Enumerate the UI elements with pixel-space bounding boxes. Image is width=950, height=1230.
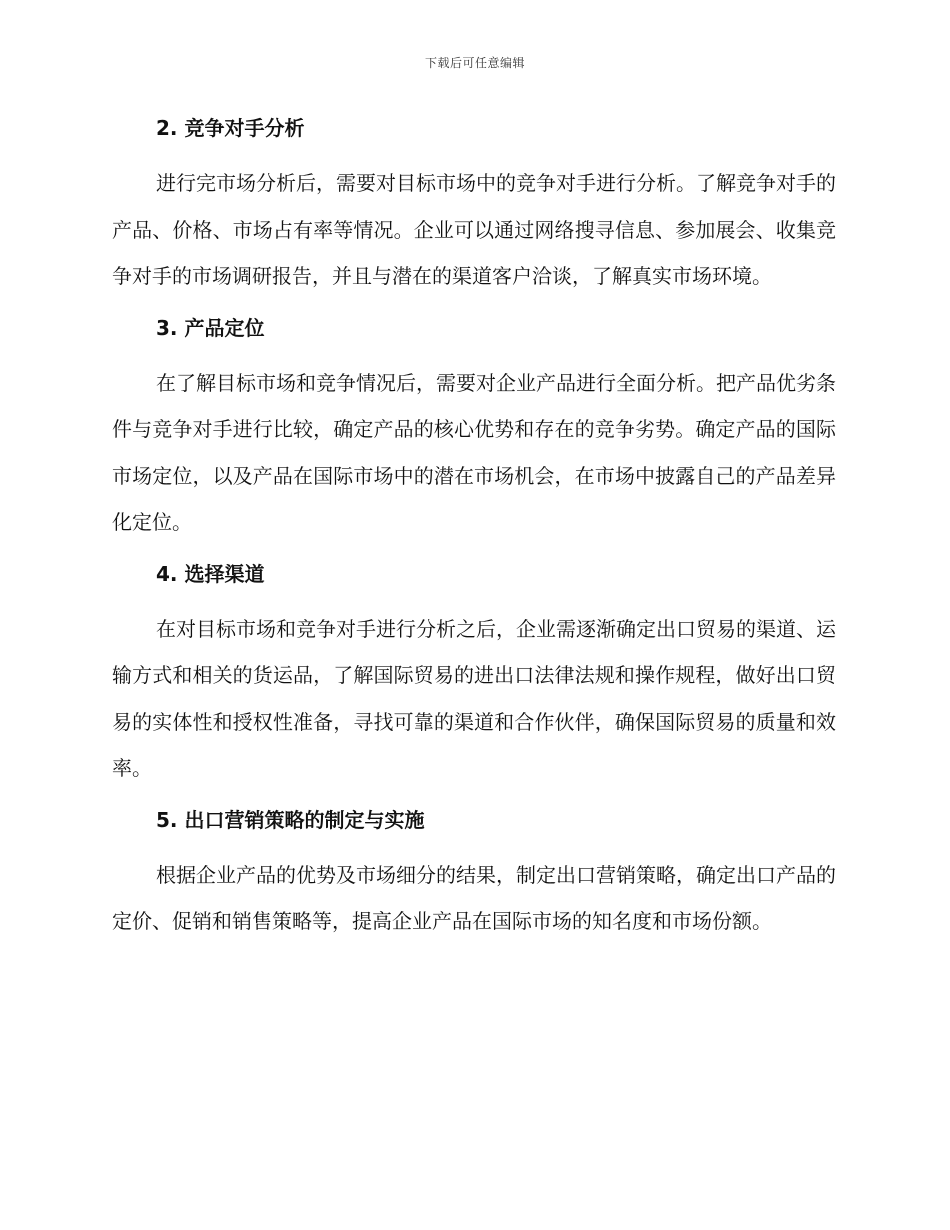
section-paragraph: 进行完市场分析后，需要对目标市场中的竞争对手进行分析。了解竞争对手的产品、价格、市场占有率等情况。企业可以通过网络搜寻信息、参加展会、收集竞争对手的市场调研报告，并且与潜在的渠道客户洽谈，了解真实市场环境。 [112, 171, 836, 288]
section-paragraph: 在对目标市场和竞争对手进行分析之后，企业需逐渐确定出口贸易的渠道、运输方式和相关的货运品，了解国际贸易的进出口法律法规和操作规程，做好出口贸易的实体性和授权性准备，寻找可靠的渠道和合作伙伴，确保国际贸易的质量和效率。 [112, 616, 836, 780]
header-note: 下载后可任意编辑 [424, 56, 525, 70]
document-body [112, 108, 836, 953]
section-heading: 2. 竞争对手分析 [156, 116, 305, 140]
section-product-positioning [112, 308, 836, 546]
section-heading: 3. 产品定位 [156, 315, 265, 340]
section-channel-selection [112, 554, 836, 792]
section-heading: 5. 出口营销策略的制定与实施 [156, 807, 425, 832]
section-competitor-analysis [112, 108, 836, 300]
section-paragraph: 根据企业产品的优势及市场细分的结果，制定出口营销策略，确定出口产品的定价、促销和销售策略等，提高企业产品在国际市场的知名度和市场份额。 [112, 862, 836, 933]
section-heading: 4. 选择渠道 [156, 561, 265, 586]
section-export-marketing-strategy [112, 800, 836, 945]
section-paragraph: 在了解目标市场和竞争情况后，需要对企业产品进行全面分析。把产品优劣条件与竞争对手进行比较，确定产品的核心优势和存在的竞争劣势。确定产品的国际市场定位，以及产品在国际市场中的潜在市场机会，在市场中披露自己的产品差异化定位。 [112, 370, 836, 534]
